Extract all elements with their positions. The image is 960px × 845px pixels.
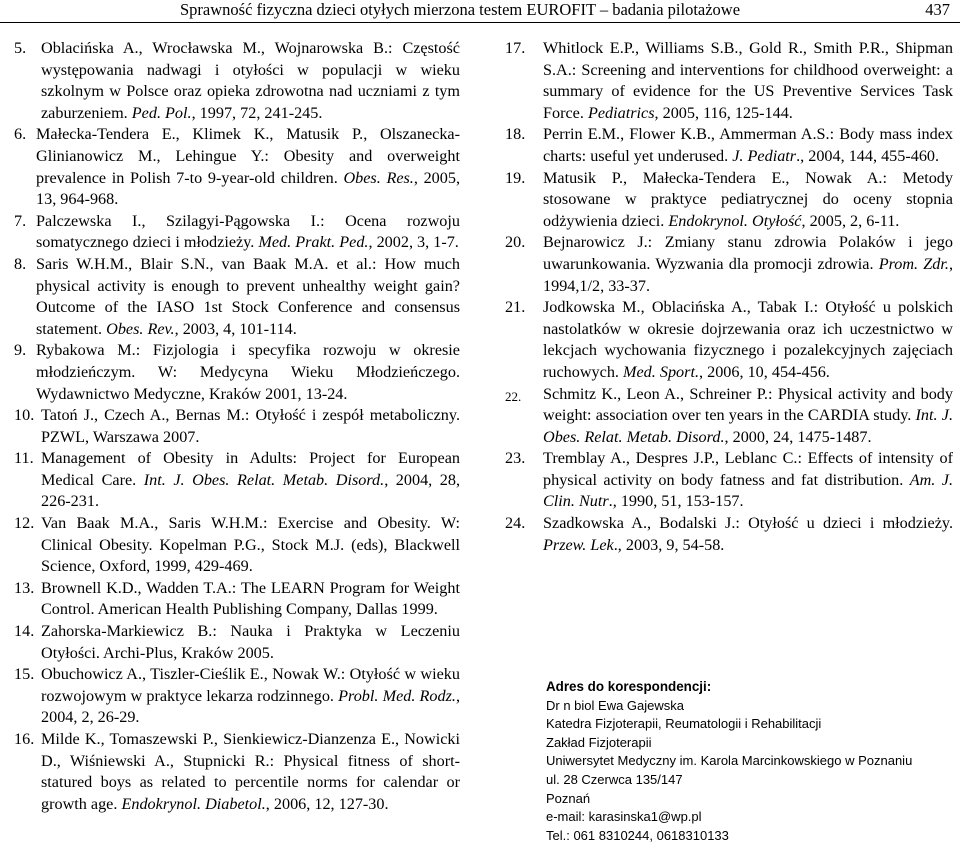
reference-segment: Matusik P., Małecka-Tendera E., Nowak A.: Metody stosowane w praktyce pediatrycznej do oceny stopnia odżywienia dzieci. (543, 168, 953, 230)
reference-text (41, 664, 460, 729)
reference-item (14, 211, 460, 254)
reference-text (41, 38, 460, 124)
reference-item (14, 38, 460, 124)
reference-number: 17. (505, 39, 526, 57)
reference-journal: J. Pediatr (732, 146, 797, 165)
reference-number: 18. (505, 125, 526, 144)
reference-item (505, 384, 953, 449)
running-header (0, 0, 960, 23)
reference-number: 11. (14, 449, 34, 468)
reference-segment: Van Baak M.A., Saris W.H.M.: Exercise and Obesity. W: Clinical Obesity. Kopelman P.G., Stock M.J. (eds), Blackwell Science, Oxford, 1999, 429-469. (41, 514, 460, 576)
reference-segment: Saris W.H.M., Blair S.N., van Baak M.A. et al.: How much physical activity is enough to prevent unhealthy weight gain? Outcome of the IASO 1st Stock Conference and consensus statement. (36, 254, 460, 338)
reference-item (505, 513, 953, 556)
reference-journal: Endokrynol. Diabetol. (121, 794, 266, 813)
reference-item (14, 254, 460, 340)
reference-number: 19. (505, 168, 526, 187)
reference-number: 7. (14, 211, 27, 230)
reference-item (505, 124, 953, 167)
reference-item (505, 297, 953, 383)
reference-segment: Oblacińska A., Wrocławska M., Wojnarowska B.: Częstość występowania nadwagi i otyłości w populacji w wieku szkolnym w Polsce oraz opieka zdrowotna nad uczniami z tym zaburzeniem. (41, 39, 460, 122)
reference-segment: ., 1990, 51, 153-157. (608, 492, 744, 511)
reference-text (41, 513, 460, 578)
reference-item (14, 729, 460, 815)
reference-item (505, 38, 953, 124)
correspondence-line: Poznań (546, 790, 591, 806)
references-left-column (14, 38, 460, 815)
reference-number: 13. (14, 578, 35, 597)
reference-journal: Med. Sport. (623, 362, 699, 381)
reference-number: 16. (14, 730, 35, 748)
reference-segment: Tatoń J., Czech A., Bernas M.: Otyłość i zespół metaboliczny. PZWL, Warszawa 2007. (41, 406, 460, 446)
reference-segment: , 2000, 24, 1475-1487. (724, 427, 872, 446)
reference-segment: Małecka-Tendera E., Klimek K., Matusik P., Olszanecka-Glinianowicz M., Lehingue Y.: Obesity and overweight prevalence in Polish 7-to 9-year-old children. (36, 125, 460, 187)
reference-text (543, 384, 953, 449)
reference-text (41, 405, 460, 448)
reference-number: 20. (505, 233, 526, 252)
reference-text (36, 211, 460, 254)
reference-item (505, 168, 953, 233)
correspondence-line: Zakład Fizjoterapii (546, 734, 652, 750)
reference-item (14, 340, 460, 405)
reference-segment: ., 2003, 9, 54-58. (613, 535, 725, 554)
reference-number: 14. (14, 622, 35, 641)
reference-item (14, 621, 460, 664)
reference-journal: Przew. Lek (543, 535, 614, 554)
reference-text (543, 38, 953, 124)
reference-segment: Schmitz K., Leon A., Schreiner P.: Physical activity and body weight: association over ten years in the CARDIA study. (543, 384, 953, 425)
correspondence-heading: Adres do korespondencji: (546, 679, 712, 694)
reference-text (41, 448, 460, 513)
reference-segment: Rybakowa M.: Fizjologia i specyfika rozwoju w okresie młodzieńczym. W: Medycyna Wieku Młodzieńczego. Wydawnictwo Medyczne, Kraków 2001, 13-24. (36, 341, 460, 403)
reference-segment: , 2004, 28, 226-231. (41, 470, 461, 511)
running-title: Sprawność fizyczna dzieci otyłych mierzona testem EUROFIT – badania pilotażowe (180, 0, 741, 19)
reference-segment: Tremblay A., Despres J.P., Leblanc C.: Effects of intensity of physical activity on body fatness and fat distribution. (543, 449, 953, 489)
reference-segment: Jodkowska M., Oblacińska A., Tabak I.: Otyłość u polskich nastolatków w okresie dojrzewania oraz ich uczestnictwo w lekcjach wychowania fizycznego i pozalekcyjnych zajęciach ruchowych. (543, 298, 953, 381)
reference-text (543, 124, 953, 167)
reference-item (14, 124, 460, 210)
reference-segment: , 2004, 2, 26-29. (41, 686, 460, 727)
correspondence-line: Dr n biol Ewa Gajewska (546, 697, 684, 713)
reference-segment: Whitlock E.P., Williams S.B., Gold R., Smith P.R., Shipman S.A.: Screening and interventions for childhood overweight: a summary of evidence for the US Preventive Services Task Force. (543, 39, 953, 122)
reference-segment: Palczewska I., Szilagyi-Pągowska I.: Ocena rozwoju somatycznego dzieci i młodzieży. (36, 211, 460, 252)
correspondence-line: Katedra Fizjoterapii, Reumatologii i Rehabilitacji (546, 716, 822, 732)
correspondence-line: Uniwersytet Medyczny im. Karola Marcinkowskiego w Poznaniu (546, 753, 913, 769)
reference-text (543, 232, 953, 297)
reference-text (36, 124, 460, 210)
reference-number: 8. (14, 254, 27, 273)
correspondence-line: ul. 28 Czerwca 135/147 (546, 771, 683, 787)
reference-segment: Milde K., Tomaszewski P., Sienkiewicz-Dianzenza E., Nowicki D., Wiśniewski A., Stupnicki R.: Physical fitness of short-statured boys as related to percentile norms for calendar or growth age. (41, 730, 460, 813)
reference-text (543, 297, 953, 383)
reference-segment: Zahorska-Markiewicz B.: Nauka i Praktyka w Leczeniu Otyłości. Archi-Plus, Kraków 2005. (41, 622, 460, 662)
reference-item (14, 513, 460, 578)
correspondence-line: Tel.: 061 8310244, 0618310133 (546, 827, 729, 843)
reference-text (543, 513, 953, 556)
reference-item (14, 448, 460, 513)
reference-segment: , 2006, 12, 127-30. (265, 794, 389, 813)
reference-journal: Obes. Res. (343, 168, 414, 187)
reference-journal: Probl. Med. Rodz. (338, 686, 456, 705)
reference-journal: Int. J. Obes. Relat. Metab. Disord. (143, 470, 385, 489)
reference-text (41, 578, 460, 621)
reference-journal: Med. Prakt. Ped. (258, 233, 369, 252)
reference-text (36, 340, 460, 405)
reference-journal: Int. J. Obes. Relat. Metab. Disord. (543, 406, 954, 446)
reference-journal: Pediatrics (587, 103, 655, 122)
reference-item (505, 232, 953, 297)
reference-number: 9. (14, 341, 27, 360)
reference-journal: Ped. Pol. (131, 103, 192, 122)
correspondence-lines (546, 697, 946, 845)
reference-segment: Brownell K.D., Wadden T.A.: The LEARN Program for Weight Control. American Health Publishing Company, Dallas 1999. (41, 578, 460, 619)
reference-journal: Am. J. Clin. Nutr (543, 470, 953, 511)
reference-segment: Szadkowska A., Bodalski J.: Otyłość u dzieci i młodzieży. (543, 514, 953, 533)
reference-item (14, 578, 460, 621)
reference-text (41, 729, 460, 815)
page-number: 437 (925, 0, 950, 19)
reference-segment: Management of Obesity in Adults: Project for European Medical Care. (41, 449, 460, 489)
reference-number: 24. (505, 514, 526, 533)
reference-item (14, 405, 460, 448)
correspondence-block (546, 678, 946, 845)
reference-segment: , 2005, 13, 964-968. (36, 168, 460, 209)
reference-segment: , 2002, 3, 1-7. (368, 233, 459, 252)
reference-number: 15. (14, 665, 35, 684)
reference-segment: , 2005, 116, 125-144. (654, 103, 793, 122)
reference-text (543, 168, 953, 233)
reference-journal: Prom. Zdr. (878, 254, 949, 273)
reference-number: 12. (14, 514, 35, 533)
reference-number: 5. (14, 39, 27, 57)
reference-segment: , 1997, 72, 241-245. (191, 103, 323, 122)
reference-segment: Bejnarowicz J.: Zmiany stanu zdrowia Polaków i jego uwarunkowania. Wyzwania dla promocji zdrowia. (543, 233, 953, 273)
references-right-column (505, 38, 953, 556)
reference-text (41, 621, 460, 664)
reference-item (14, 664, 460, 729)
reference-segment: Obuchowicz A., Tiszler-Cieślik E., Nowak W.: Otyłość w wieku rozwojowym w praktyce lekarza rodzinnego. (41, 665, 460, 705)
reference-segment: ., 2004, 144, 455-460. (796, 146, 940, 165)
reference-number: 23. (505, 449, 526, 468)
reference-number: 22. (505, 388, 522, 404)
reference-segment: Perrin E.M., Flower K.B., Ammerman A.S.: Body mass index charts: useful yet underused. (543, 125, 953, 165)
reference-item (505, 448, 953, 513)
reference-number: 10. (14, 406, 35, 425)
reference-number: 6. (14, 125, 27, 144)
reference-segment: , 2006, 10, 454-456. (699, 362, 830, 381)
reference-text (36, 254, 460, 340)
reference-segment: , 1994,1/2, 33-37. (543, 254, 953, 295)
correspondence-line: e-mail: karasinska1@wp.pl (546, 809, 702, 825)
reference-segment: , 2003, 4, 101-114. (174, 319, 297, 338)
reference-number: 21. (505, 298, 526, 317)
reference-journal: Obes. Rev. (106, 319, 175, 338)
reference-journal: Endokrynol. Otyłość (668, 211, 802, 230)
reference-segment: , 2005, 2, 6-11. (801, 211, 900, 230)
reference-text (543, 448, 953, 513)
